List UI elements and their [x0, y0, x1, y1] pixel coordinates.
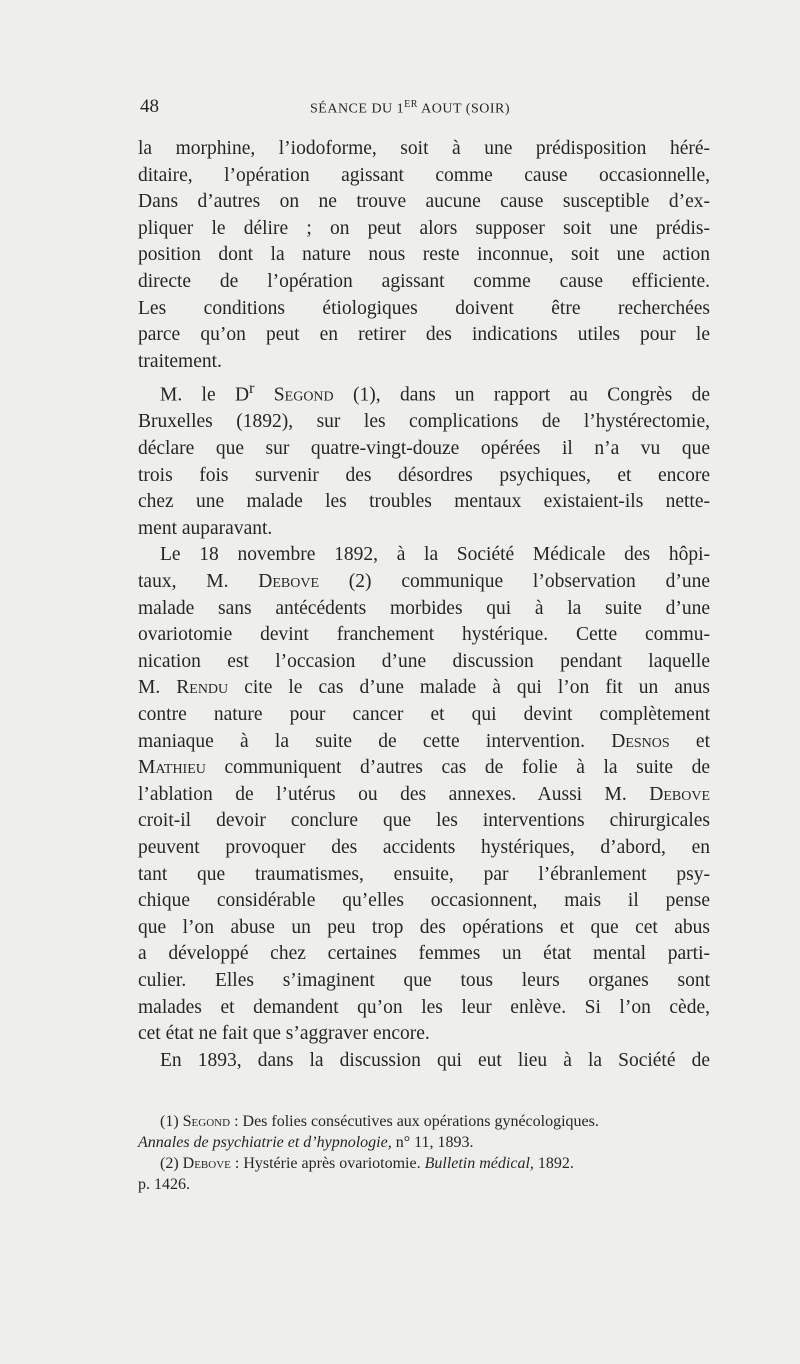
text-line: malades et demandent qu’on les leur enlève. Si l’on cède, [138, 996, 710, 1018]
text-line: nication est l’occasion d’une discussion pendant laquelle [138, 650, 710, 672]
superscript: r [249, 379, 255, 398]
text-line: Le 18 novembre 1892, à la Société Médicale des hôpi- [160, 544, 710, 566]
text-line: peuvent provoquer des accidents hystériques, d’abord, en [138, 836, 710, 858]
text-span: M. [138, 677, 177, 699]
text-line: position dont la nature nous reste inconnue, soit une action [138, 244, 710, 266]
text-line: trois fois survenir des désordres psychiques, et encore [138, 464, 710, 486]
text-line: chique considérable qu’elles occasionnent, mais il pense [138, 890, 710, 912]
footnote-1 [138, 1111, 710, 1153]
author-name: Segond [182, 1113, 231, 1130]
text-span: : Hystérie après ovariotomie. [230, 1155, 425, 1172]
running-head-pre: SÉANCE DU 1 [310, 101, 405, 117]
text-span: maniaque à la suite de cette intervention. [138, 730, 612, 752]
text-line: En 1893, dans la discussion qui eut lieu à la Société de [160, 1049, 710, 1071]
author-name: Segond [254, 384, 334, 406]
text-line: Dans d’autres on ne trouve aucune cause susceptible d’ex- [138, 191, 710, 213]
text-line: parce qu’on peut en retirer des indications utiles pour le [138, 324, 710, 346]
page-number: 48 [140, 96, 159, 117]
text-line: croit-il devoir conclure que les interventions chirurgicales [138, 810, 710, 832]
text-line: ovariotomie devint franchement hystérique. Cette commu- [138, 624, 710, 646]
text-line [138, 375, 710, 409]
journal-title: Annales de psychiatrie et d’hypnologie, [138, 1134, 392, 1151]
footnotes [138, 1111, 710, 1195]
text-line: directe de l’opération agissant comme cause efficiente. [138, 270, 710, 292]
text-line: ditaire, l’opération agissant comme cause occasionnelle, [138, 164, 710, 186]
text-line: Les conditions étiologiques doivent être recherchées [138, 297, 710, 319]
text-span: communiquent d’autres cas de folie à la suite de [205, 757, 710, 779]
text-line [138, 569, 710, 596]
footnote-2 [138, 1153, 710, 1174]
text-line [138, 675, 710, 702]
text-line: culier. Elles s’imaginent que tous leurs organes sont [138, 969, 710, 991]
journal-title: Bulletin médical, [424, 1155, 534, 1172]
text-span: : Des folies consécutives aux opérations gynécologiques. [230, 1113, 599, 1130]
author-name: Desnos [611, 730, 670, 752]
text-line [138, 755, 710, 782]
text-span: 1892. [533, 1155, 574, 1172]
running-head [310, 99, 510, 118]
text-line [138, 782, 710, 809]
running-head-post: AOUT (SOIR) [417, 101, 511, 117]
page-header [140, 96, 710, 126]
text-span: taux, M. [138, 571, 259, 592]
author-name: Debove [258, 571, 319, 592]
text-span: M. le D [160, 384, 250, 406]
author-name: Rendu [176, 677, 229, 699]
text-line: tant que traumatismes, ensuite, par l’ébranlement psy- [138, 863, 710, 885]
running-head-sup: ER [404, 99, 418, 110]
text-span: (2) [160, 1155, 183, 1172]
text-line: cet état ne fait que s’aggraver encore. [138, 1023, 430, 1045]
text-line: pliquer le délire ; on peut alors supposer soit une prédis- [138, 217, 710, 239]
author-name: Debove [649, 783, 710, 805]
text-span: n° 11, 1893. [391, 1134, 474, 1151]
author-name: Debove [182, 1155, 231, 1172]
text-span: et [669, 730, 710, 752]
text-line: la morphine, l’iodoforme, soit à une prédisposition héré- [138, 138, 710, 159]
text-line: traitement. [138, 350, 222, 372]
text-line: ment auparavant. [138, 517, 273, 539]
text-span: (2) communique l’observation d’une [319, 571, 710, 592]
text-line: déclare que sur quatre-vingt-douze opérées il n’a vu que [138, 438, 710, 460]
text-line: que l’on abuse un peu trop des opérations et que cet abus [138, 916, 710, 938]
body-text [138, 136, 710, 1074]
text-span: l’ablation de l’utérus ou des annexes. Aussi M. [138, 783, 650, 805]
text-line: chez une malade les troubles mentaux existaient-ils nette- [138, 491, 710, 513]
text-span: cite le cas d’une malade à qui l’on fit un anus [228, 677, 711, 699]
text-line: malade sans antécédents morbides qui à la suite d’une [138, 597, 710, 619]
author-name: Mathieu [138, 757, 206, 779]
footnote-2-continuation: p. 1426. [138, 1176, 190, 1193]
text-line: Bruxelles (1892), sur les complications de l’hystérectomie, [138, 411, 710, 433]
text-line [138, 729, 710, 756]
text-span: (1) [160, 1113, 183, 1130]
text-line: a développé chez certaines femmes un état mental parti- [138, 943, 710, 965]
text-line: contre nature pour cancer et qui devint complètement [138, 703, 710, 725]
text-span: (1), dans un rapport au Congrès de [333, 384, 710, 406]
